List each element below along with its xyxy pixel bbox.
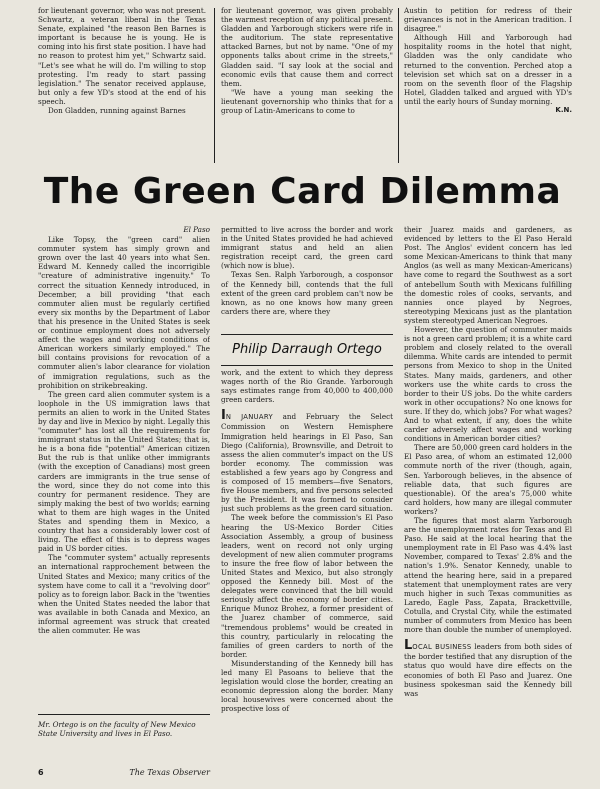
note-rule bbox=[38, 714, 210, 715]
column-rule bbox=[398, 8, 399, 163]
section-opening-paragraph bbox=[404, 638, 572, 698]
author-initials: K.N. bbox=[555, 106, 572, 115]
article-paragraph: permitted to live across the border and work in the United States provided he had achieved immigrant status and held an alien registration receipt card, the green card (which now is blue). bbox=[221, 225, 393, 271]
article-paragraph: their Juarez maids and gardeners, as evidenced by letters to the El Paso Herald Post. The Anglos' evident concern has led some Mexican-Americans to think that many Anglos (as well as many Mexican-Americans) have come to regard the Southwest as a sort of antebellum South with Mexicans fulfilling the domestic roles of cooks, servants, and nannies once played by Negroes, stereotyping Mexicans just as the plantation system stereotyped American Negroes. bbox=[404, 225, 572, 325]
article-paragraph: There are 50,000 green card holders in the El Paso area, of whom an estimated 12,000 commute north of the river (though, again, Sen. Yarborough believes, in the absence of reliable data, that such figures are questionable). Of the area's 75,000 white card holders, how many are illegal commuter workers? bbox=[404, 443, 572, 516]
dateline: El Paso bbox=[183, 225, 210, 234]
section-opening-paragraph bbox=[221, 408, 393, 514]
article-paragraph: Texas Sen. Ralph Yarborough, a cosponsor of the Kennedy bill, contends that the full extent of the green card problem can't now be known, as no one knows how many green carders there are, where they bbox=[221, 270, 393, 316]
author-note: Mr. Ortego is on the faculty of New Mexico State University and lives in El Paso. bbox=[38, 720, 196, 738]
masthead: The Texas Observer bbox=[129, 768, 210, 777]
continued-paragraph: Don Gladden, running against Barnes bbox=[48, 106, 186, 116]
continued-paragraph: Austin to petition for redress of their grievances is not in the American tradition. I disagree." bbox=[404, 6, 572, 34]
article-paragraph: Like Topsy, the "green card" alien commuter system has simply grown and grown over the last 40 years into what Sen. Edward M. Kennedy called the incorrigible "creature of administrative ingenuity." To correct the situation Kennedy introduced, in December, a bill providing "that each commuter alien must be regularly certified every six months by the Department of Labor that his presence in the United States is seek or continue employment does not adversely affect the wages and working conditions of American workers similarly employed." The bill contains provisions for revocation of a commuter alien's labor clearance for violation of immigration regulations, such as the prohibition on strikebreaking. bbox=[38, 235, 210, 390]
page-number: 6 bbox=[38, 768, 44, 777]
small-caps-lead: N JANUARY bbox=[225, 413, 273, 422]
article-headline: The Green Card Dilemma bbox=[43, 171, 562, 212]
continued-paragraph: Although Hill and Yarborough had hospitality rooms in the hotel that night, Gladden was the only candidate who returned to the convention. Perched atop a television set which sat on a dresser in a room on the seventh floor of the Flagship Hotel, Gladden talked and argued with YD's until the early hours of Sunday morning. bbox=[404, 33, 572, 106]
drop-cap: I bbox=[221, 408, 226, 424]
small-caps-lead: OCAL BUSINESS bbox=[412, 643, 472, 652]
paragraph-text: leaders from both sides of the border testified that any disruption of the status quo would have dire effects on the economies of both El Paso and Juarez. One business spokesman said the Kennedy bill was bbox=[404, 642, 572, 698]
article-column-2-top bbox=[221, 225, 393, 331]
column-rule bbox=[214, 8, 215, 163]
continued-column-1 bbox=[38, 6, 206, 166]
article-paragraph: However, the question of commuter maids is not a green card problem; it is a white card problem and closely related to the overall dilemma. White cards are intended to permit persons from Mexico to shop in the United States. Many maids, gardeners, and other workers use the white cards to cross the border to their US jobs. Do the white carders work in other occupations? No one knows for sure. If they do, which jobs? For what wages? And to what extent, if any, does the white carder adversely affect wages and working conditions in American border cities? bbox=[404, 325, 572, 444]
author-byline: Philip Darraugh Ortego bbox=[232, 342, 382, 357]
article-paragraph: Misunderstanding of the Kennedy bill has led many El Pasoans to believe that the legislation would close the border, creating an economic depression along the border. Many local housewives were concerned about the prospective loss of bbox=[221, 658, 393, 714]
continued-paragraph: for lieutenant governor, was given probably the warmest reception of any political present. Gladden and Yarborough stickers were rife in the auditorium. The state representative attacked Barnes, but not by name. "One of my opponents talks about crime in the streets," Gladden said. "I say look at the social and economic evils that cause them and correct them. bbox=[221, 6, 393, 88]
continued-column-3 bbox=[404, 6, 572, 166]
paragraph-text: and February the Select Commission on Western Hemisphere Immigration held hearings in El Paso, San Diego (California), Brownsville, and Detroit to assess the alien commuter's impact on the US border economy. The commission was established a few years ago by Congress and is composed of 15 members—five Senators, five House members, and five persons selected by the President. It was formed to consider just such problems as the green card situation. bbox=[221, 412, 393, 514]
continued-paragraph: for lieutenant governor, who was not present. Schwartz, a veteran liberal in the Texas Senate, explained "the reason Ben Barnes is important is because he is young. He is coming into his first state position. I have had no reason to protest him yet," Schwartz said. "Let's see what he will do. I'm willing to stop protesting. I'm ready to start passing legislation." The senator received applause, but only a few YD's stood at the end of his speech. bbox=[38, 6, 206, 106]
continued-paragraph: "We have a young man seeking the lieutenant governorship who thinks that for a group of Latin-Americans to come to bbox=[221, 87, 393, 116]
article-paragraph: The week before the commission's El Paso hearing the US-Mexico Border Cities Association Assembly, a group of business leaders, went on record not only urging development of new alien commuter programs to insure the free flow of labor between the United States and Mexico, but also strongly opposed the Kennedy bill. Most of the delegates were convinced that the bill would seriously affect the economy of border cities. Enrique Munoz Brohez, a former president of the Juarez chamber of commerce, said "tremendous problems" would be created in this country, particularly in relocating the families of green carders to north of the border. bbox=[221, 513, 393, 659]
article-paragraph: work, and the extent to which they depress wages north of the Rio Grande. Yarborough says estimates range from 40,000 to 400,000 green carders. bbox=[221, 368, 393, 405]
article-paragraph: The "commuter system" actually represents an international rapprochement between the United States and Mexico; many critics of the system have come to call it a "revolving door" policy as to foreign labor. Back in the 'twenties when the United States needed the labor that was available in both Canada and Mexico, an informal agreement was struck that created the alien commuter. He was bbox=[38, 553, 210, 636]
drop-cap: L bbox=[404, 638, 413, 654]
page-footer bbox=[38, 766, 210, 780]
continued-column-2 bbox=[221, 6, 393, 166]
article-paragraph: The figures that most alarm Yarborough are the unemployment rates for Texas and El Paso. He said at the local hearing that the unemployment rate in El Paso was 4.4% last November, compared to Texas' 2.8% and the nation's 1.9%. Senator Kennedy, unable to attend the hearing here, said in a prepared statement that unemployment rates are very much higher in such Texas communities as Laredo, Eagle Pass, Zapata, Brackettville, Cotulla, and Crystal City, while the estimated number of commuters from Mexico has been more than double the number of unemployed. bbox=[404, 516, 572, 635]
article-column-2-bottom bbox=[221, 368, 393, 783]
article-column-3 bbox=[404, 225, 572, 783]
byline-rule-bottom bbox=[221, 365, 393, 366]
article-column-1 bbox=[38, 225, 210, 713]
byline-rule-top bbox=[221, 334, 393, 335]
article-paragraph: The green card alien commuter system is a loophole in the US immigration laws that permits an alien to work in the United States by day and live in Mexico by night. Legally this "commuter" has lost all the requirements for immigrant status in the United States; that is, he is a bona fide "potential" American citizen But the rub is that unlike other immigrants (with the exception of Canadians) most green carders are immigrants in the true sense of the word, since they do not come into this country for permanent residence. They are simply making the best of two worlds; earning what to them are high wages in the United States and spending them in Mexico, a country that has a considerably lower cost of living. The effect of this is to depress wages paid in US border cities. bbox=[38, 389, 210, 554]
